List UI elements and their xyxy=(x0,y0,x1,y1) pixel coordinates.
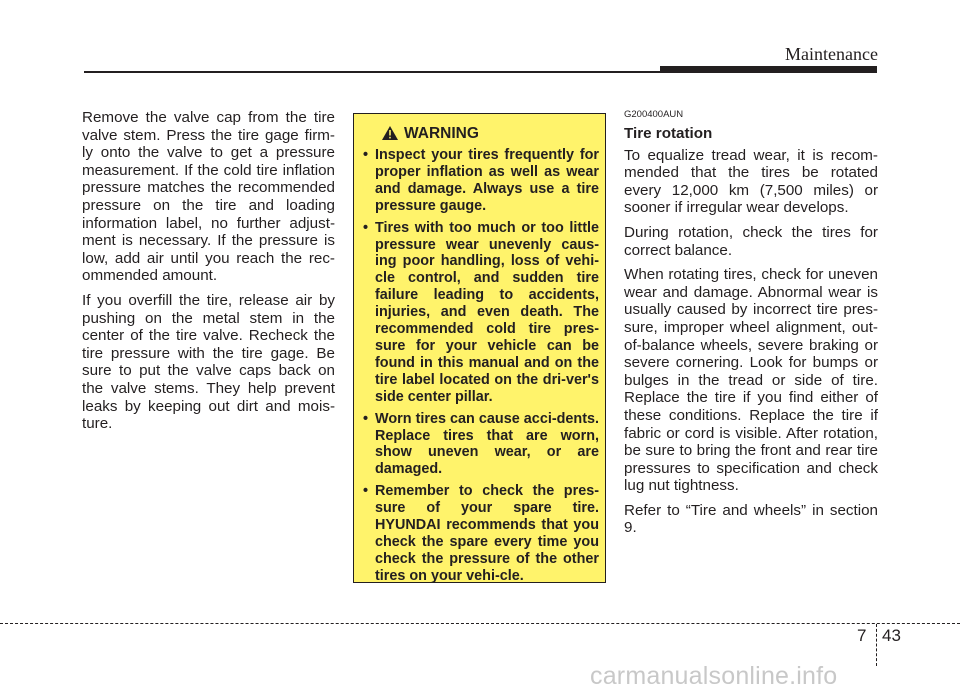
watermark: carmanualsonline.info xyxy=(590,662,838,690)
page-number-separator xyxy=(876,624,877,666)
paragraph: If you overfill the tire, release air by pushing on the metal stem in the center of the tire valve. Recheck the tire pressure with the tire gage. Be sure to put the valve caps back on the valve stems. They help prevent leaks by keeping out dirt and mois-ture. xyxy=(82,291,335,433)
warning-item: • Tires with too much or too little pressure wear unevenly caus-ing poor handling, loss of vehi-cle control, and sudden tire failure leading to accidents, injuries, and even death. The recommended cold tire pres-sure for your vehicle can be found in this manual and on the tire label located on the dri-ver's side center pillar. xyxy=(363,219,599,405)
warning-list xyxy=(363,147,599,590)
page-number: 43 xyxy=(882,626,901,645)
paragraph: During rotation, check the tires for correct balance. xyxy=(624,223,878,259)
chapter-number: 7 xyxy=(857,626,867,645)
warning-title-text: WARNING xyxy=(404,125,479,142)
warning-triangle-icon xyxy=(382,126,398,140)
left-column xyxy=(82,109,335,440)
header-rule-thin xyxy=(84,71,660,73)
paragraph: When rotating tires, check for uneven wear and damage. Abnormal wear is usually caused by incorrect tire pres-sure, improper wheel alignment, out-of-balance wheels, severe braking or severe cornering. Look for bumps or bulges in the tread or side of tire. Replace the tire if you find either of these conditions. Replace the tire if fabric or cord is visible. After rotation, be sure to bring the front and rear tire pressures to specification and check lug nut tightness. xyxy=(624,266,878,495)
header-rule-thick xyxy=(660,66,877,73)
footer-dashed-rule xyxy=(0,623,960,624)
paragraph: To equalize tread wear, it is recom-mended that the tires be rotated every 12,000 km (7,500 miles) or sooner if irregular wear develops. xyxy=(624,146,878,217)
warning-box xyxy=(353,113,606,583)
warning-item: • Worn tires can cause acci-dents. Replace tires that are worn, show uneven wear, or are damaged. xyxy=(363,410,599,478)
section-code: G200400AUN xyxy=(624,109,684,120)
right-column xyxy=(624,109,878,544)
warning-item: • Remember to check the pres-sure of your spare tire. HYUNDAI recommends that you check the spare every time you check the pressure of the other tires on your vehi-cle. xyxy=(363,483,599,584)
page-header-title: Maintenance xyxy=(785,44,878,64)
paragraph: Refer to “Tire and wheels” in section 9. xyxy=(624,501,878,537)
section-heading: Tire rotation xyxy=(624,125,713,142)
warning-item: • Inspect your tires frequently for proper inflation as well as wear and damage. Always use a tire pressure gauge. xyxy=(363,147,599,214)
warning-title xyxy=(382,125,479,143)
paragraph: Remove the valve cap from the tire valve stem. Press the tire gage firm-ly onto the valve to get a pressure measurement. If the cold tire inflation pressure matches the recommended pressure on the tire and loading information label, no further adjust-ment is necessary. If the pressure is low, add air until you reach the rec-ommended amount. xyxy=(82,109,335,285)
